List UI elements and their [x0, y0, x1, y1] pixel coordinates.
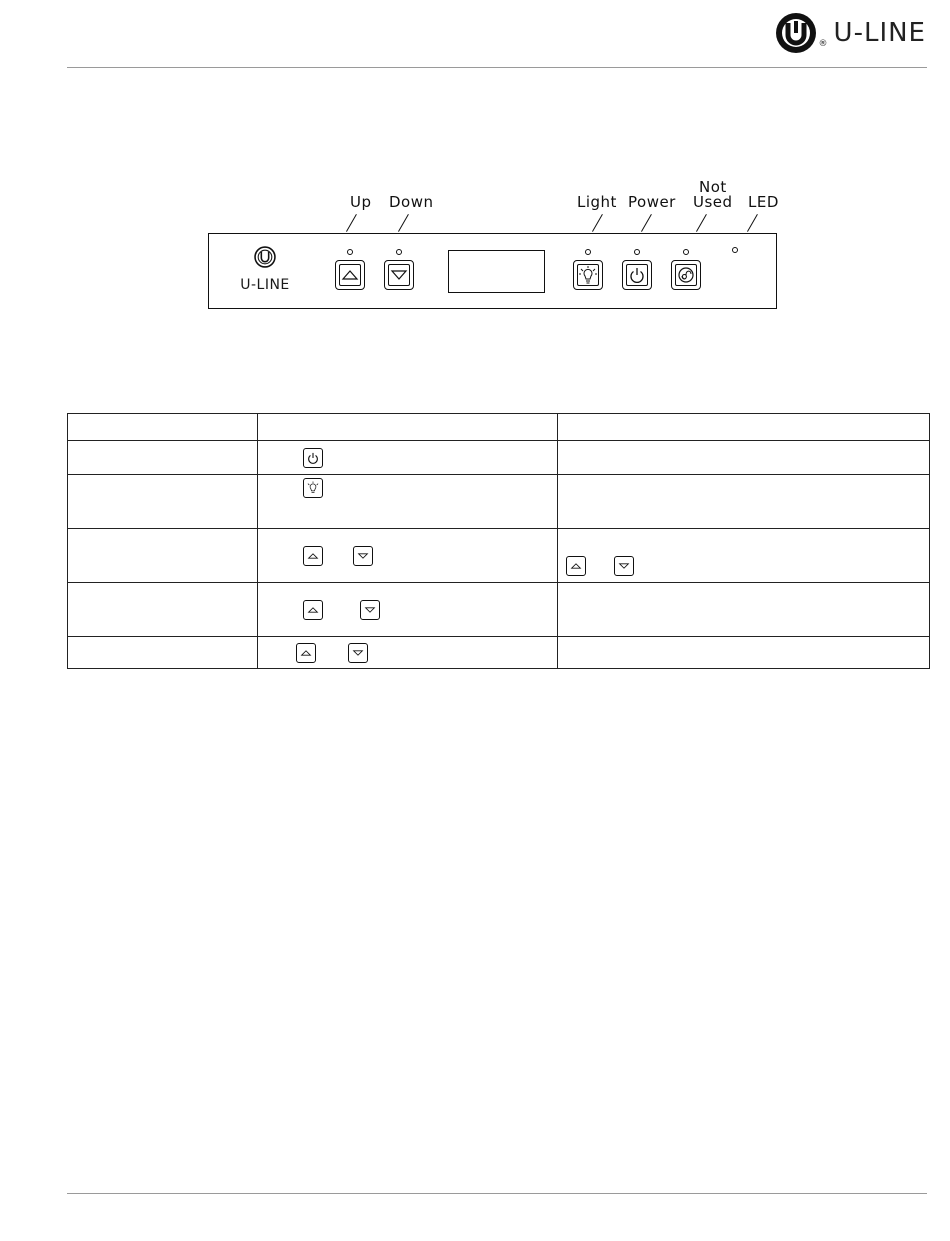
leader-power	[641, 214, 652, 232]
callout-not-used-line2: Used	[693, 193, 733, 211]
up-arrow-icon	[339, 264, 361, 286]
table-cell	[558, 583, 930, 637]
table-cell	[558, 414, 930, 441]
table-row	[68, 529, 930, 583]
table-cell	[558, 529, 930, 583]
power-icon	[305, 450, 321, 466]
power-icon-box	[303, 448, 323, 468]
up-arrow-icon	[568, 558, 584, 574]
leader-up	[346, 214, 357, 232]
table-cell	[68, 583, 258, 637]
brand-wordmark: U-LINE	[833, 18, 926, 48]
led-not-used	[683, 249, 689, 255]
light-icon-box	[303, 478, 323, 498]
leader-light	[592, 214, 603, 232]
table-row	[68, 414, 930, 441]
function-table	[67, 413, 930, 669]
up-arrow-icon-box	[303, 546, 323, 566]
temperature-display	[448, 250, 545, 293]
up-arrow-icon	[298, 645, 314, 661]
table-cell	[68, 414, 258, 441]
callout-not-used-line1: Not	[699, 178, 727, 196]
table-cell	[68, 475, 258, 529]
down-arrow-icon	[388, 264, 410, 286]
table-cell	[257, 529, 558, 583]
callout-power: Power	[628, 193, 676, 211]
up-arrow-icon-box	[296, 643, 316, 663]
table-row	[68, 475, 930, 529]
down-arrow-icon-box	[360, 600, 380, 620]
header-brand	[775, 10, 926, 56]
leader-down	[398, 214, 409, 232]
uline-logo-icon	[775, 12, 817, 54]
table-cell	[257, 414, 558, 441]
down-arrow-icon-box	[353, 546, 373, 566]
up-button[interactable]	[335, 260, 365, 290]
footer-rule	[67, 1193, 927, 1194]
light-icon	[305, 480, 321, 496]
led-down	[396, 249, 402, 255]
not-used-button[interactable]	[671, 260, 701, 290]
table-cell	[257, 637, 558, 669]
table-cell	[68, 441, 258, 475]
up-arrow-icon-box	[566, 556, 586, 576]
panel-brand-text: U-LINE	[240, 277, 290, 293]
down-button[interactable]	[384, 260, 414, 290]
callout-light: Light	[577, 193, 617, 211]
down-arrow-icon	[350, 645, 366, 661]
led-light	[585, 249, 591, 255]
table-row	[68, 441, 930, 475]
down-arrow-icon-box	[348, 643, 368, 663]
down-arrow-icon	[355, 548, 371, 564]
led-up	[347, 249, 353, 255]
table-cell	[68, 637, 258, 669]
light-icon	[577, 264, 599, 286]
callout-up: Up	[350, 193, 372, 211]
table-cell	[257, 441, 558, 475]
down-arrow-icon	[362, 602, 378, 618]
led-indicator	[732, 247, 738, 253]
table-cell	[558, 475, 930, 529]
up-arrow-icon-box	[303, 600, 323, 620]
callout-led: LED	[748, 193, 779, 211]
fan-icon	[675, 264, 697, 286]
table-cell	[558, 637, 930, 669]
control-panel	[208, 233, 777, 309]
light-button[interactable]	[573, 260, 603, 290]
leader-led	[747, 214, 758, 232]
callout-down: Down	[389, 193, 434, 211]
table-cell	[68, 529, 258, 583]
table-row	[68, 583, 930, 637]
led-power	[634, 249, 640, 255]
power-icon	[626, 264, 648, 286]
table-cell	[257, 475, 558, 529]
power-button[interactable]	[622, 260, 652, 290]
table-cell	[257, 583, 558, 637]
down-arrow-icon-box	[614, 556, 634, 576]
panel-uline-logo-icon	[254, 246, 276, 268]
up-arrow-icon	[305, 548, 321, 564]
table-cell	[558, 441, 930, 475]
leader-not-used	[696, 214, 707, 232]
down-arrow-icon	[616, 558, 632, 574]
panel-logo	[225, 246, 305, 293]
up-arrow-icon	[305, 602, 321, 618]
table-row	[68, 637, 930, 669]
registered-mark: ®	[818, 39, 828, 49]
header-rule	[67, 67, 927, 68]
